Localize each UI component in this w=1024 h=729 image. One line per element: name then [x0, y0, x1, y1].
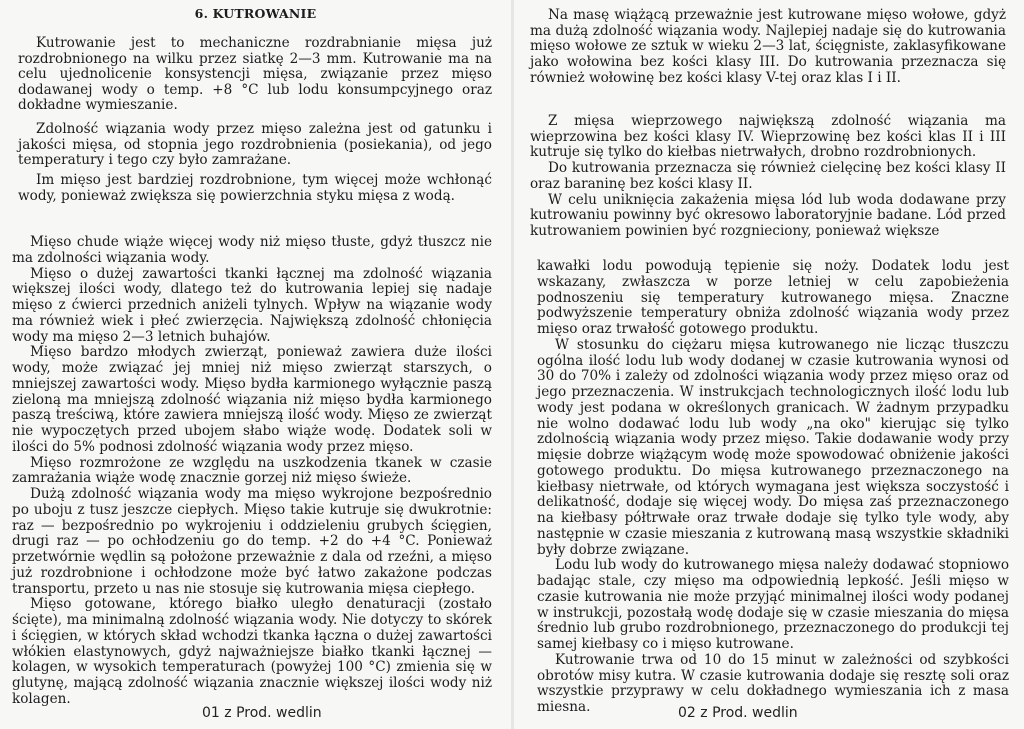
left-block-intro — [18, 36, 492, 114]
paragraph: W celu uniknięcia zakażenia mięsa lód lub woda dodawane przy kutrowaniu powinny być okresowo laboratoryjnie badane. Lód przed kutrowaniem powinien być rozgnieciony, ponieważ większe — [530, 191, 1006, 239]
paragraph: Mięso bardzo młodych zwierząt, ponieważ zawiera duże ilości wody, może związać jej mniej niż mięso zwierząt starszych, o mniejszej zawartości wody. Mięso bydła karmionego wyłącznie paszą zieloną ma mniejszą zdolność wiązania niż mięso bydła karmionego paszą treściwą, które zawiera mniejszą ilość wody. Mięso ze zwierząt nie wypoczętych przed ubojem słabo wiąże wodę. Dodatek soli w ilości do 5% podnosi zdolność wiązania wody przez mięso. — [12, 344, 492, 455]
paragraph: Kutrowanie jest to mechaniczne rozdrabnianie mięsa już rozdrobnionego na wilku przez siatkę 2—3 mm. Kutrowanie ma na celu ujednolicenie konsystencji mięsa, związanie przez mięso dodawanej wody o temp. +8 °C lub lodu konsumpcyjnego oraz dokładne wymieszanie. — [18, 35, 492, 114]
right-block-bottom — [537, 259, 1009, 716]
left-block-main — [12, 235, 492, 708]
left-block-capacity — [18, 122, 492, 169]
section-heading: 6. KUTROWANIE — [194, 6, 317, 21]
page-caption: 01 z Prod. wedlin — [202, 705, 322, 721]
left-block-fineness — [18, 172, 492, 204]
paragraph: Z mięsa wieprzowego największą zdolność wiązania ma wieprzowina bez kości klasy IV. Wieprzowinę bez kości klas II i III kutruje się tylko do kiełbas nietrwałych, drobno rozdrobnionych. — [530, 113, 1006, 161]
right-block-top — [530, 8, 1006, 87]
paragraph: Im mięso jest bardziej rozdrobnione, tym więcej może wchłonąć wody, ponieważ zwiększa się powierzchnia styku mięsa z wodą. — [18, 172, 492, 204]
paragraph: Kutrowanie trwa od 10 do 15 minut w zależności od szybkości obrotów misy kutra. W czasie kutrowania dodaje się resztę soli oraz wszystkie przyprawy w celu dokładnego wymieszania ich z masa miesna. — [537, 651, 1009, 715]
paragraph: W stosunku do ciężaru mięsa kutrowanego nie licząc tłuszczu ogólna ilość lodu lub wody dodanej w czasie kutrowania wynosi od 30 do 70% i zależy od zdolności wiązania wody przez mięso oraz od jego przeznaczenia. W instrukcjach technologicznych ilość lodu lub wody jest podana w określonych granicach. W żadnym przypadku nie wolno dodawać lodu lub wody „na oko" kierując się tylko zdolnością wiązania wody przez mięso. Takie dodawanie wody przy mięsie dobrze wiążącym wodę może spowodować obniżenie jakości gotowego produktu. Do mięsa kutrowanego przeznaczonego na kiełbasy nietrwałe, od których wymagana jest większa soczystość i delikatność, dodaje się więcej wody. Do mięsa zaś przeznaczonego na kiełbasy półtrwałe oraz trwałe dodaje się tylko tyle wody, aby następnie w czasie mieszania z kutrowaną masą wszystkie składniki były dobrze związane. — [537, 336, 1009, 558]
paragraph: Mięso o dużej zawartości tkanki łącznej ma zdolność wiązania większej ilości wody, dlatego też do kutrowania lepiej się nadaje mięso z ćwierci przednich aniżeli tylnych. Wpływ na wiązanie wody ma również wiek i płeć zwierzęcia. Największą zdolność chłonięcia wody ma mięso 2—3 letnich buhajów. — [12, 265, 492, 345]
paragraph: Lodu lub wody do kutrowanego mięsa należy dodawać stopniowo badając stale, czy mięso ma odpowiednią lepkość. Jeśli mięso w czasie kutrowania nie może przyjąć minimalnej ilości wody podanej w instrukcji, pozostałą wodę dodaje się w czasie mieszania do mięsa średnio lub grubo rozdrobnionego, przeznaczonego do produkcji tej samej kiełbasy co i mięso kutrowane. — [537, 557, 1009, 652]
left-page — [0, 0, 511, 729]
paragraph: Do kutrowania przeznacza się również cielęcinę bez kości klasy II oraz baraninę bez kości klasy II. — [530, 160, 1006, 192]
paragraph: Mięso chude wiąże więcej wody niż mięso tłuste, gdyż tłuszcz nie ma zdolności wiązania wody. — [12, 234, 492, 266]
right-page — [514, 0, 1024, 729]
paragraph: Mięso rozmrożone ze względu na uszkodzenia tkanek w czasie zamrażania wiąże wodę znacznie gorzej niż mięso świeże. — [12, 454, 492, 487]
paragraph: kawałki lodu powodują tępienie się noży. Dodatek lodu jest wskazany, zwłaszcza w porze letniej w celu zapobieżenia podnoszeniu się temperatury kutrowanego mięsa. Znaczne podwyższenie temperatury obniża zdolność wiązania wody przez mięso oraz trwałość gotowego produktu. — [537, 258, 1009, 337]
paragraph: Zdolność wiązania wody przez mięso zależna jest od gatunku i jakości mięsa, od stopnia jego rozdrobnienia (posiekania), od jego temperatury i tego czy było zamrażane. — [18, 121, 492, 169]
paragraph: Na masę wiążącą przeważnie jest kutrowane mięso wołowe, gdyż ma dużą zdolność wiązania wody. Najlepiej nadaje się do kutrowania mięso wołowe ze sztuk w wieku 2—3 lat, ścięgniste, zaklasyfikowane jako wołowina bez kości klasy III. Do kutrowania przeznacza się również wołowinę bez kości klasy V-tej oraz klas I i II. — [530, 7, 1006, 86]
paragraph: Mięso gotowane, którego białko uległo denaturacji (zostało ścięte), ma minimalną zdolność wiązania wody. Nie dotyczy to skórek i ścięgien, w których skład wchodzi tkanka łączna o dużej zawartości włókien elastynowych, gdyż najważniejsze białko tkanki łącznej — kolagen, w wysokich temperaturach (powyżej 100 °C) zmienia się w glutynę, mającą zdolność wiązania znacznie większej ilości wody niż kolagen. — [12, 596, 492, 707]
page-caption: 02 z Prod. wedlin — [678, 705, 798, 721]
right-block-pork — [530, 114, 1006, 240]
paragraph: Dużą zdolność wiązania wody ma mięso wykrojone bezpośrednio po uboju z tusz jeszcze ciepłych. Mięso takie kutruje się dwukrotnie: raz — bezpośrednio po wykrojeniu i oddzieleniu grubych ścięgien, drugi raz — po ochłodzeniu go do temp. +2 do +4 °C. Ponieważ przetwórnie wędlin są położone przeważnie z dala od rzeźni, a mięso już rozdrobnione i ochłodzone może być łatwo zakażone podczas transportu, przeto u nas nie stosuje się kutrowania mięsa ciepłego. — [12, 486, 492, 597]
